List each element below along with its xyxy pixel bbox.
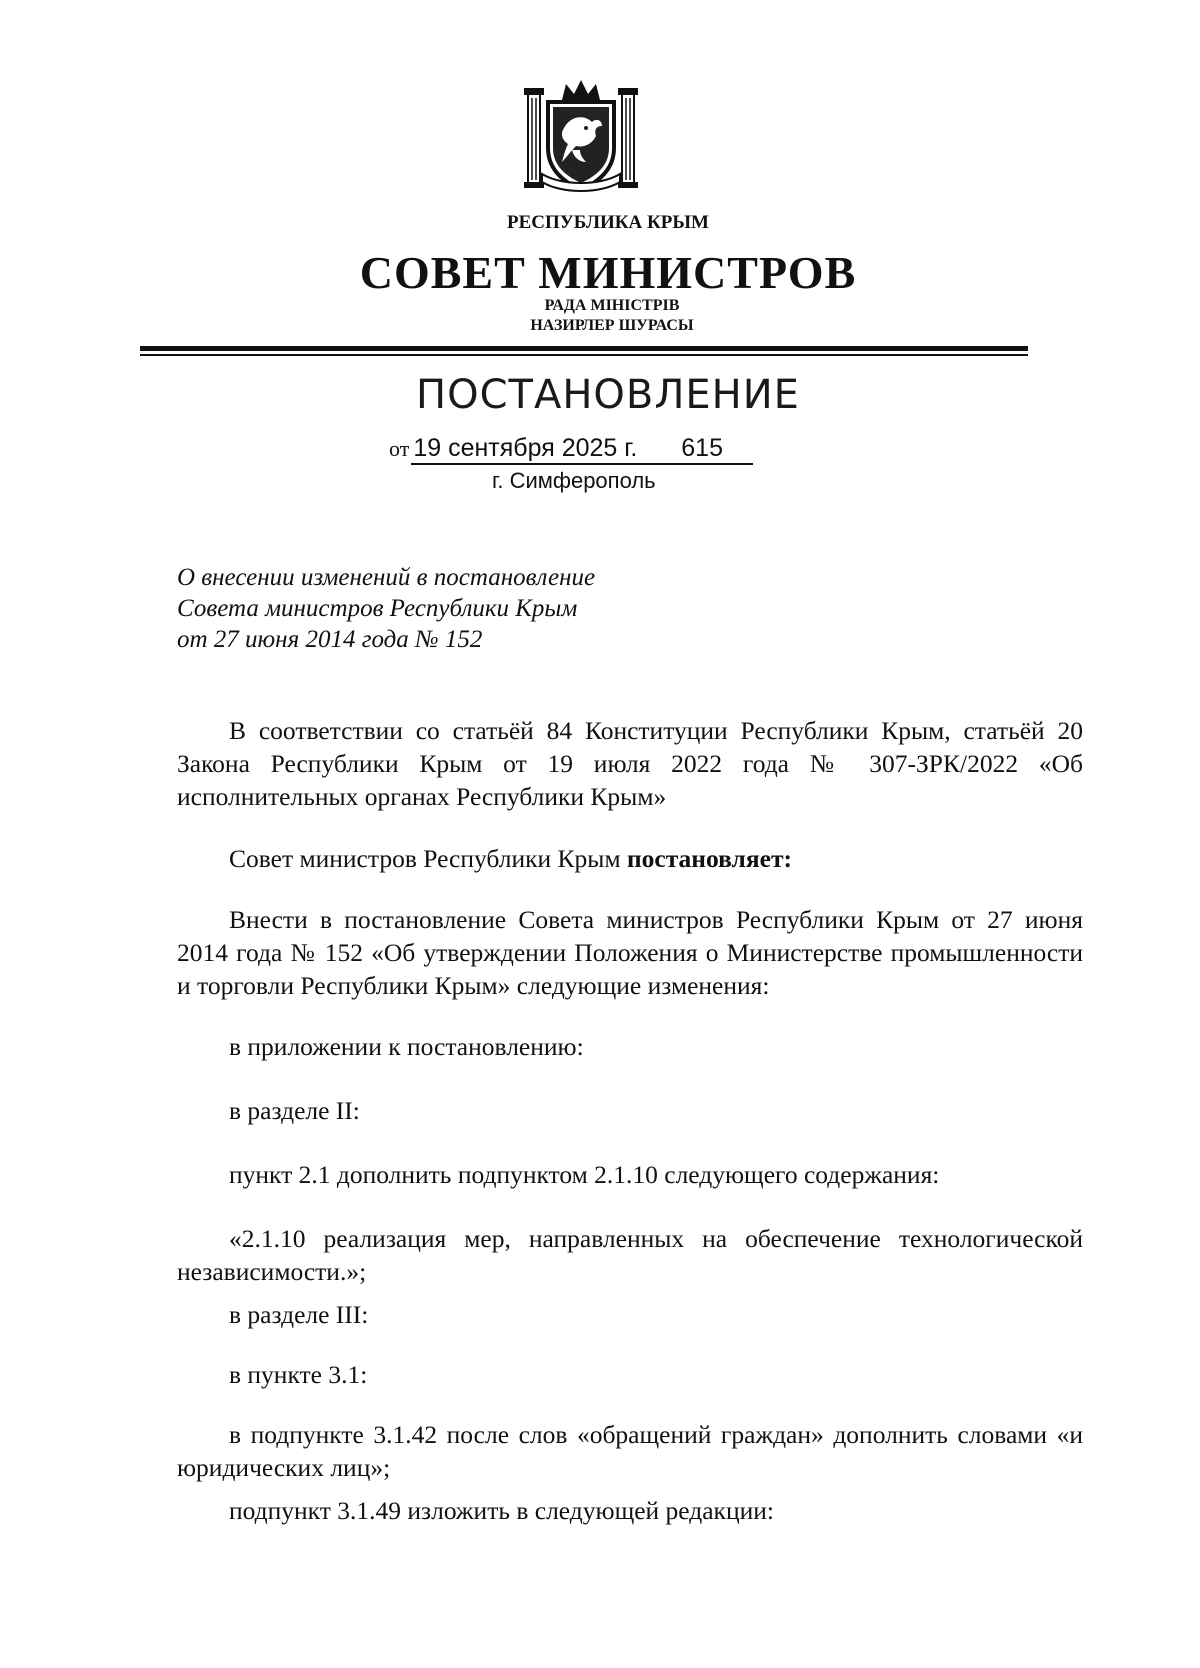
resolves-text: Совет министров Республики Крым [229,844,627,873]
paragraph-text: в разделе II: [229,1096,360,1125]
body-paragraph [177,1030,1083,1063]
decree-date: 19 сентября 2025 г. [411,434,643,465]
body-paragraph [177,1298,1083,1331]
subject-line: от 27 июня 2014 года № 152 [177,626,483,653]
coat-of-arms-emblem [522,78,640,196]
paragraph-text: пункт 2.1 дополнить подпунктом 2.1.10 следующего содержания: [229,1160,940,1189]
decree-date-line [389,434,753,465]
subject-line: О внесении изменений в постановление [177,564,596,591]
resolves-bold: постановляет: [626,844,792,873]
paragraph-text: в приложении к постановлению: [229,1032,584,1061]
body-paragraph [177,1358,1083,1391]
body-paragraph [177,1094,1083,1127]
body-paragraph [177,1158,1083,1191]
council-title-ukrainian: РАДА МІНІСТРІВ [544,297,680,314]
body-paragraph-quote [177,1222,1083,1288]
header-divider-thick [140,346,1028,351]
body-paragraph-preamble [177,714,1083,813]
header-divider-thin [140,354,1028,356]
council-title: СОВЕТ МИНИСТРОВ [359,247,857,298]
subject-line: Совета министров Республики Крым [177,595,578,622]
paragraph-text: в разделе III: [229,1300,369,1329]
body-paragraph [177,1418,1083,1484]
body-paragraph [177,1494,1083,1527]
paragraph-text: «2.1.10 реализация мер, направленных на обеспечение технологической независимости.»; [177,1224,1083,1286]
paragraph-text: в пункте 3.1: [229,1360,368,1389]
republic-name: РЕСПУБЛИКА КРЫМ [507,212,709,233]
body-paragraph-resolves [177,842,1083,875]
decree-city: г. Симферополь [492,468,656,493]
paragraph-text: Внести в постановление Совета министров Республики Крым от 27 июня 2014 года № 152 «Об утверждении Положения о Министерстве промышленности и торговли Республики Крым» следующие изменения: [177,905,1083,1000]
council-title-crimean-tatar: НАЗИРЛЕР ШУРАСЫ [530,317,694,334]
decree-title: ПОСТАНОВЛЕНИЕ [416,372,800,418]
paragraph-text: В соответствии со статьёй 84 Конституции Республики Крым, статьёй 20 Закона Республики Крым от 19 июля 2022 года № 307-ЗРК/2022 «Об исполнительных органах Республики Крым» [177,716,1083,811]
paragraph-text [177,842,1083,875]
body-paragraph-amend [177,903,1083,1002]
paragraph-text: подпункт 3.1.49 изложить в следующей редакции: [229,1496,774,1525]
paragraph-text: в подпункте 3.1.42 после слов «обращений граждан» дополнить словами «и юридических лиц»; [177,1420,1083,1482]
decree-subject [177,562,595,655]
decree-number: 615 [639,434,753,465]
date-prefix: от [389,436,410,461]
